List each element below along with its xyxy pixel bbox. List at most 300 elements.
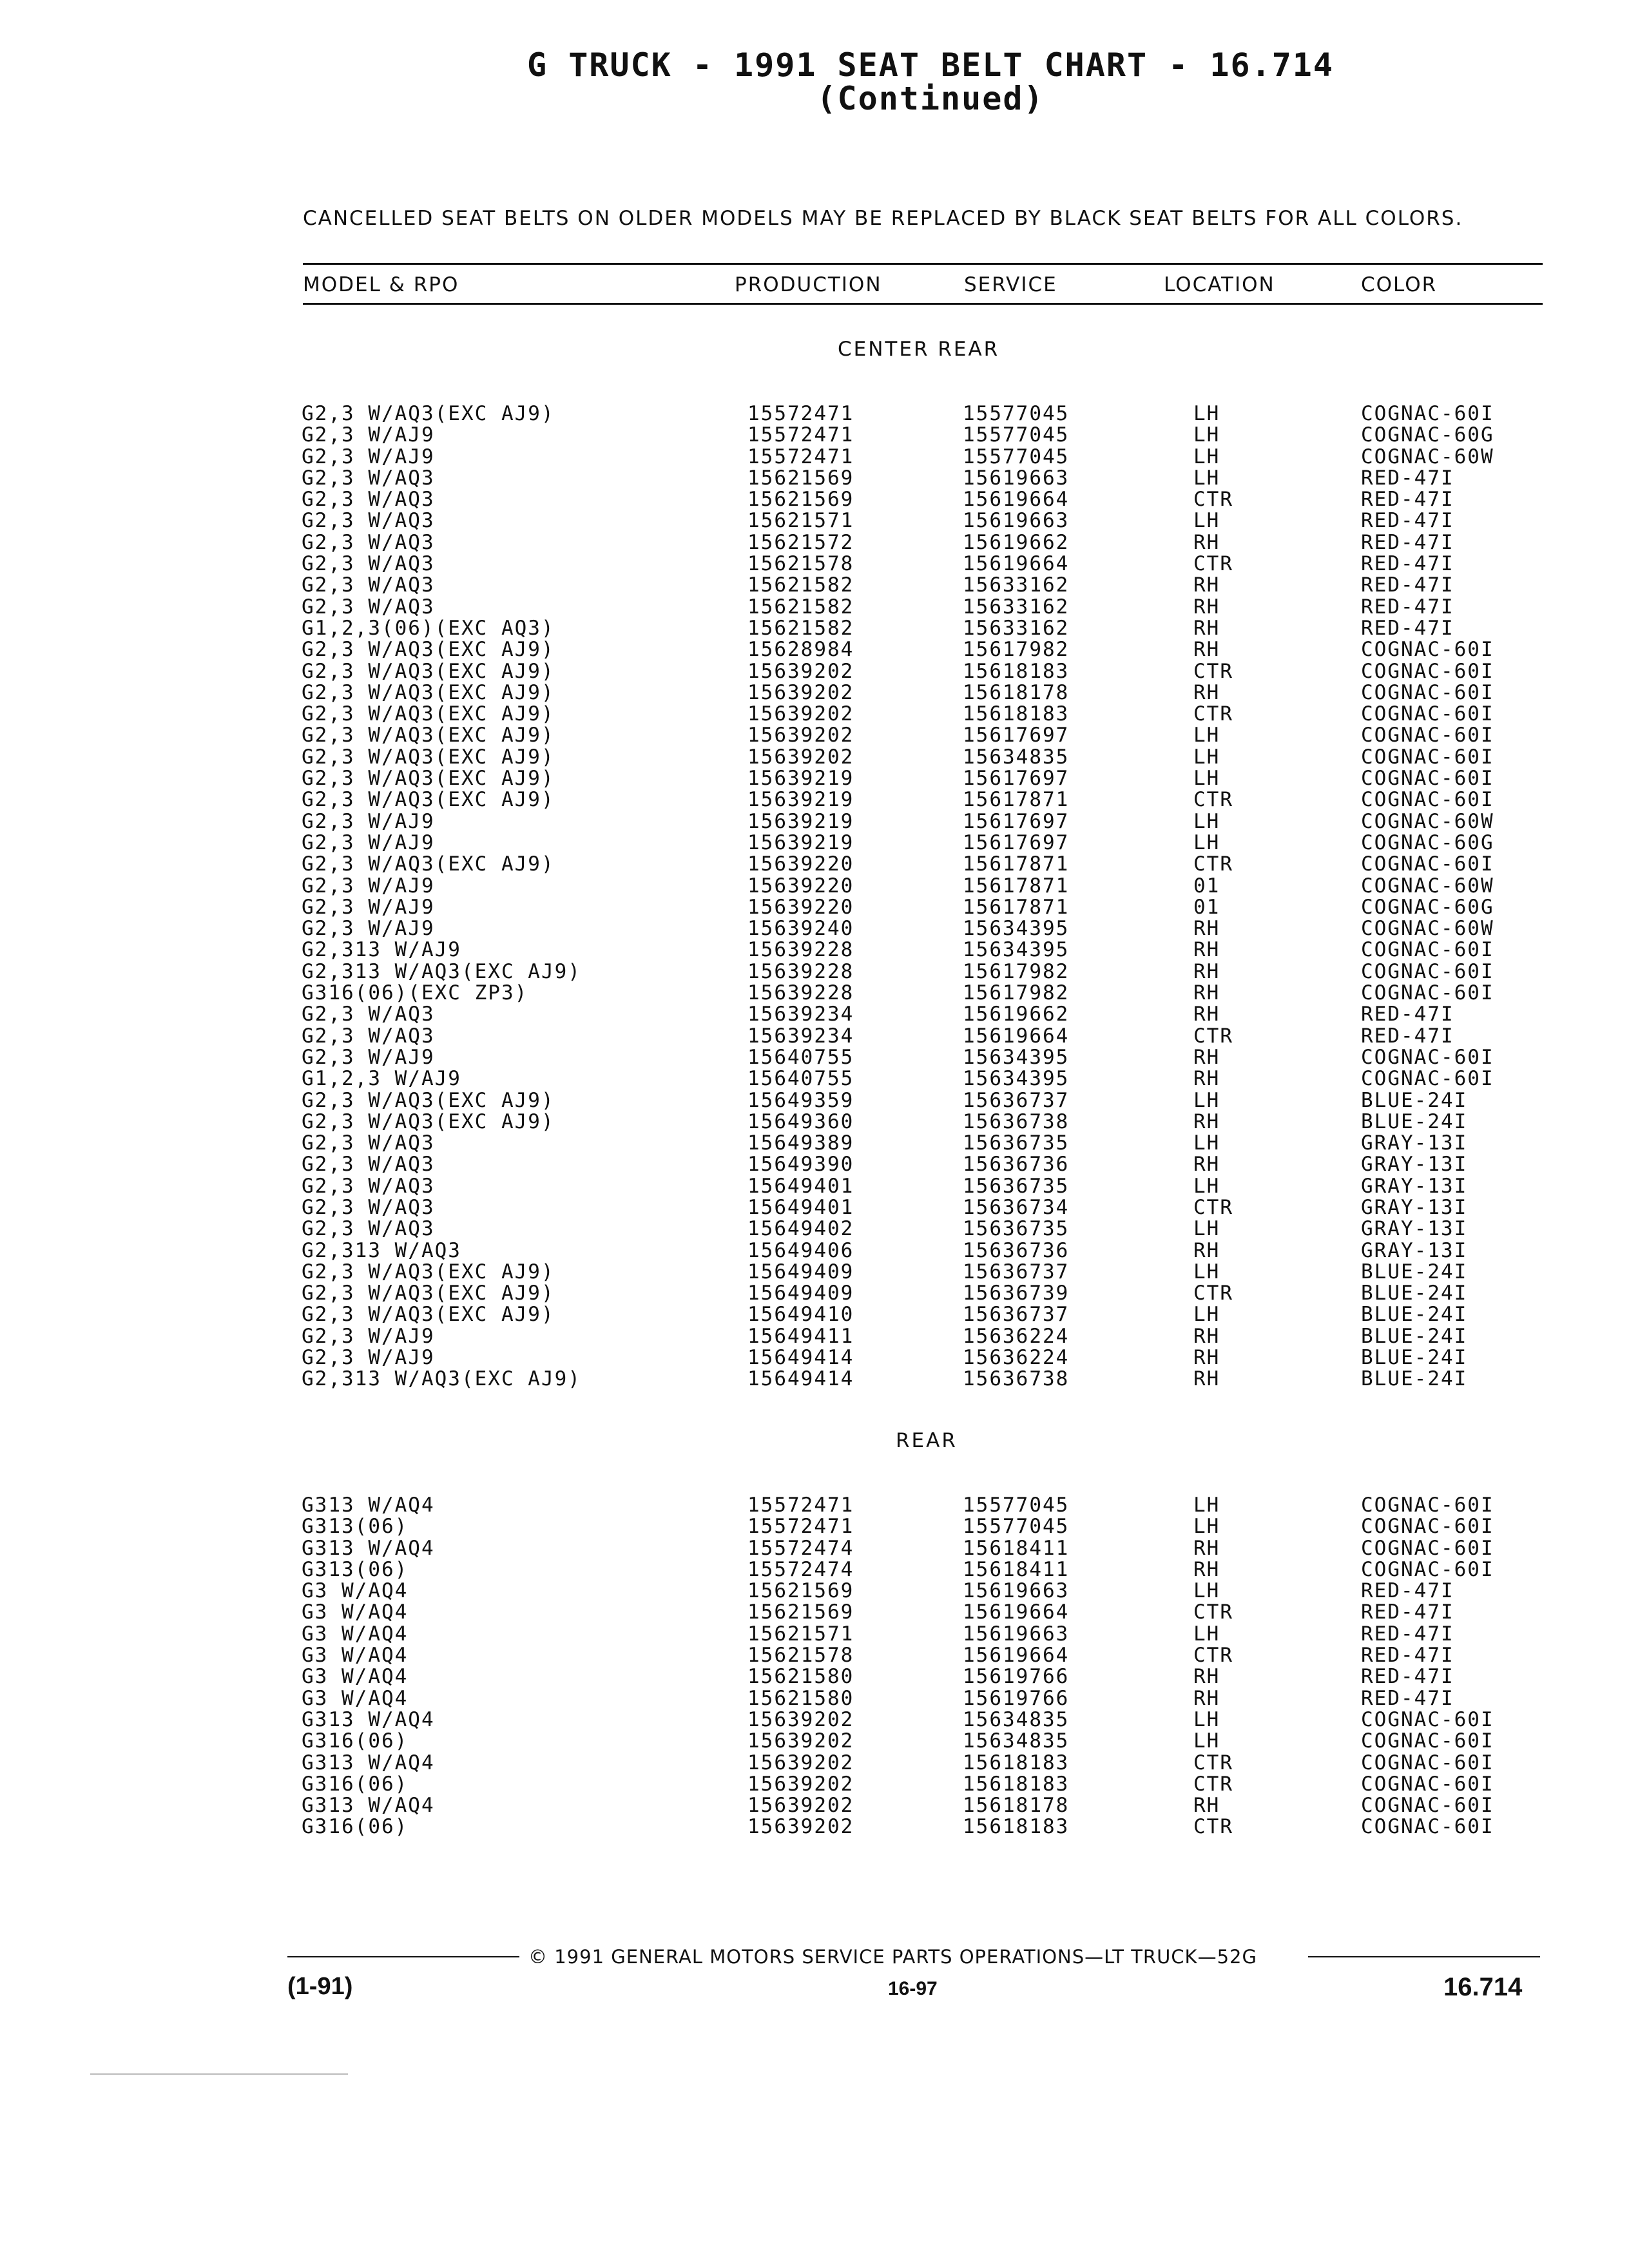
- table-row: [0, 1816, 1629, 1838]
- cell-location: RH: [1193, 680, 1220, 704]
- table-row: [0, 403, 1629, 425]
- cell-service: 15634835: [963, 745, 1070, 769]
- cell-production: 15639202: [747, 1707, 854, 1731]
- table-row: [0, 597, 1629, 618]
- cell-color: COGNAC-60I: [1361, 659, 1494, 683]
- cell-production: 15649409: [747, 1260, 854, 1283]
- table-row: [0, 553, 1629, 575]
- cell-model: G2,3 W/AQ3(EXC AJ9): [302, 680, 555, 704]
- cell-service: 15619662: [963, 1003, 1070, 1026]
- cell-model: G2,3 W/AQ3(EXC AJ9): [302, 1110, 555, 1133]
- cell-color: RED-47I: [1361, 1003, 1454, 1026]
- cell-location: CTR: [1193, 788, 1233, 812]
- cell-service: 15619662: [963, 530, 1070, 554]
- cell-production: 15649414: [747, 1346, 854, 1370]
- table-row: [0, 1068, 1629, 1090]
- cell-production: 15621580: [747, 1665, 854, 1689]
- cell-location: 01: [1193, 874, 1220, 898]
- footer-rule-right: [1308, 1956, 1540, 1957]
- table-row: [0, 1326, 1629, 1347]
- cell-model: G2,3 W/AQ3(EXC AJ9): [302, 659, 555, 683]
- page-title: G TRUCK - 1991 SEAT BELT CHART - 16.714: [527, 46, 1334, 84]
- header-location: LOCATION: [1164, 273, 1275, 296]
- cell-color: COGNAC-60I: [1361, 1045, 1494, 1069]
- cell-model: G313(06): [302, 1515, 409, 1539]
- table-row: [0, 1262, 1629, 1283]
- cell-model: G2,3 W/AQ3(EXC AJ9): [302, 1088, 555, 1112]
- cell-location: RH: [1193, 638, 1220, 662]
- cell-service: 15618183: [963, 1772, 1070, 1796]
- table-row: [0, 1753, 1629, 1774]
- cell-service: 15634835: [963, 1729, 1070, 1753]
- cell-color: COGNAC-60I: [1361, 1067, 1494, 1091]
- cell-production: 15621569: [747, 1600, 854, 1624]
- table-row: [0, 1516, 1629, 1537]
- cell-production: 15639202: [747, 1751, 854, 1774]
- cell-model: G2,3 W/AQ3: [302, 552, 435, 576]
- cell-model: G313(06): [302, 1557, 409, 1581]
- cell-location: RH: [1193, 1367, 1220, 1391]
- cell-service: 15619663: [963, 509, 1070, 533]
- cell-model: G2,3 W/AQ3: [302, 509, 435, 533]
- cell-location: RH: [1193, 530, 1220, 554]
- cell-location: LH: [1193, 445, 1220, 468]
- cell-production: 15649401: [747, 1174, 854, 1198]
- table-row: [0, 639, 1629, 660]
- cell-location: LH: [1193, 1131, 1220, 1155]
- table-row: [0, 983, 1629, 1004]
- cell-model: G2,3 W/AQ3(EXC AJ9): [302, 745, 555, 769]
- cell-service: 15636737: [963, 1303, 1070, 1327]
- table-row: [0, 1240, 1629, 1262]
- cell-color: COGNAC-60I: [1361, 1751, 1494, 1774]
- cell-color: RED-47I: [1361, 616, 1454, 640]
- cell-model: G2,3 W/AJ9: [302, 917, 435, 941]
- cell-service: 15617697: [963, 831, 1070, 854]
- cell-model: G313 W/AQ4: [302, 1494, 435, 1517]
- cell-location: RH: [1193, 959, 1220, 983]
- cell-service: 15619664: [963, 488, 1070, 512]
- cell-location: LH: [1193, 724, 1220, 747]
- cell-color: COGNAC-60W: [1361, 445, 1494, 468]
- table-row: [0, 1047, 1629, 1068]
- table-row: [0, 1559, 1629, 1581]
- cell-service: 15618178: [963, 1794, 1070, 1818]
- cell-model: G3 W/AQ4: [302, 1644, 409, 1667]
- table-row: [0, 1004, 1629, 1025]
- cell-service: 15618411: [963, 1557, 1070, 1581]
- cell-production: 15649389: [747, 1131, 854, 1155]
- cell-model: G2,3 W/AJ9: [302, 874, 435, 898]
- table-row: [0, 1026, 1629, 1047]
- table-row: [0, 876, 1629, 897]
- cell-model: G1,2,3 W/AJ9: [302, 1067, 461, 1091]
- cell-color: BLUE-24I: [1361, 1367, 1468, 1391]
- cell-color: GRAY-13I: [1361, 1217, 1468, 1241]
- cell-location: LH: [1193, 1729, 1220, 1753]
- cell-color: COGNAC-60I: [1361, 680, 1494, 704]
- cell-color: COGNAC-60I: [1361, 1536, 1494, 1560]
- cell-service: 15618183: [963, 1815, 1070, 1839]
- scan-mark: [90, 2073, 348, 2075]
- cell-production: 15572471: [747, 423, 854, 447]
- table-row: [0, 768, 1629, 789]
- cell-color: BLUE-24I: [1361, 1088, 1468, 1112]
- cell-service: 15617982: [963, 981, 1070, 1005]
- cell-production: 15621569: [747, 488, 854, 512]
- cell-color: COGNAC-60I: [1361, 1557, 1494, 1581]
- cell-color: COGNAC-60I: [1361, 1794, 1494, 1818]
- table-row: [0, 1709, 1629, 1731]
- cell-color: COGNAC-60I: [1361, 1729, 1494, 1753]
- cell-service: 15617982: [963, 959, 1070, 983]
- cell-color: GRAY-13I: [1361, 1238, 1468, 1262]
- table-row: [0, 1645, 1629, 1666]
- footer-copyright: © 1991 GENERAL MOTORS SERVICE PARTS OPERATIONS—LT TRUCK—52G: [528, 1946, 1257, 1968]
- cell-production: 15640755: [747, 1067, 854, 1091]
- cell-production: 15639202: [747, 659, 854, 683]
- cell-color: COGNAC-60I: [1361, 959, 1494, 983]
- table-row: [0, 961, 1629, 983]
- cell-color: RED-47I: [1361, 595, 1454, 619]
- cell-location: LH: [1193, 1217, 1220, 1241]
- cell-location: LH: [1193, 745, 1220, 769]
- cell-location: CTR: [1193, 1195, 1233, 1219]
- cell-model: G2,3 W/AQ3: [302, 1217, 435, 1241]
- cell-location: RH: [1193, 573, 1220, 597]
- footer-date-code: (1-91): [287, 1973, 353, 2000]
- table-row: [0, 1774, 1629, 1795]
- table-row: [0, 1218, 1629, 1240]
- cell-color: RED-47I: [1361, 1024, 1454, 1048]
- header-top-rule: [303, 263, 1543, 265]
- cell-location: LH: [1193, 767, 1220, 791]
- cell-location: RH: [1193, 1067, 1220, 1091]
- cell-location: LH: [1193, 1515, 1220, 1539]
- cell-color: GRAY-13I: [1361, 1195, 1468, 1219]
- cell-color: COGNAC-60I: [1361, 1515, 1494, 1539]
- cell-production: 15639202: [747, 1729, 854, 1753]
- cell-production: 15572474: [747, 1557, 854, 1581]
- cell-model: G2,3 W/AQ3: [302, 1174, 435, 1198]
- header-production: PRODUCTION: [735, 273, 882, 296]
- cell-model: G3 W/AQ4: [302, 1622, 409, 1646]
- cell-location: RH: [1193, 1153, 1220, 1177]
- cell-service: 15636735: [963, 1131, 1070, 1155]
- cell-production: 15639228: [747, 981, 854, 1005]
- cell-location: CTR: [1193, 852, 1233, 876]
- cell-model: G2,313 W/AQ3(EXC AJ9): [302, 1367, 581, 1391]
- cell-production: 15621578: [747, 1644, 854, 1667]
- cell-production: 15621571: [747, 1622, 854, 1646]
- table-row: [0, 811, 1629, 832]
- cell-location: LH: [1193, 809, 1220, 833]
- cell-model: G2,3 W/AQ3: [302, 573, 435, 597]
- cell-model: G313 W/AQ4: [302, 1707, 435, 1731]
- cell-color: COGNAC-60W: [1361, 809, 1494, 833]
- cell-model: G316(06): [302, 1815, 409, 1839]
- cell-model: G2,313 W/AQ3: [302, 1238, 461, 1262]
- cell-production: 15572474: [747, 1536, 854, 1560]
- cell-model: G2,3 W/AQ3(EXC AJ9): [302, 638, 555, 662]
- cell-location: LH: [1193, 831, 1220, 854]
- cell-production: 15649402: [747, 1217, 854, 1241]
- cell-service: 15636224: [963, 1324, 1070, 1348]
- cell-service: 15633162: [963, 616, 1070, 640]
- cell-service: 15577045: [963, 402, 1070, 425]
- cell-production: 15572471: [747, 402, 854, 425]
- cell-service: 15619663: [963, 1579, 1070, 1603]
- cell-production: 15639219: [747, 767, 854, 791]
- cell-location: LH: [1193, 1622, 1220, 1646]
- cell-service: 15619664: [963, 1600, 1070, 1624]
- cell-production: 15639220: [747, 874, 854, 898]
- cell-production: 15572471: [747, 445, 854, 468]
- cell-model: G2,3 W/AQ3(EXC AJ9): [302, 1303, 555, 1327]
- cell-model: G2,3 W/AQ3: [302, 1131, 435, 1155]
- cell-production: 15649410: [747, 1303, 854, 1327]
- cell-location: RH: [1193, 1665, 1220, 1689]
- cell-production: 15639240: [747, 917, 854, 941]
- table-row: [0, 1602, 1629, 1623]
- cell-location: LH: [1193, 423, 1220, 447]
- cell-service: 15577045: [963, 1494, 1070, 1517]
- cell-model: G313 W/AQ4: [302, 1536, 435, 1560]
- cell-production: 15621580: [747, 1686, 854, 1710]
- table-row: [0, 1624, 1629, 1645]
- cell-location: RH: [1193, 917, 1220, 941]
- cell-production: 15639220: [747, 895, 854, 919]
- cell-service: 15619663: [963, 466, 1070, 490]
- cell-service: 15618178: [963, 680, 1070, 704]
- cell-color: COGNAC-60I: [1361, 981, 1494, 1005]
- cell-service: 15636735: [963, 1174, 1070, 1198]
- table-row: [0, 468, 1629, 489]
- cell-service: 15634395: [963, 1045, 1070, 1069]
- cell-service: 15619664: [963, 552, 1070, 576]
- cell-model: G3 W/AQ4: [302, 1600, 409, 1624]
- cell-production: 15649360: [747, 1110, 854, 1133]
- table-row: [0, 1154, 1629, 1175]
- cell-production: 15639202: [747, 745, 854, 769]
- cell-model: G316(06): [302, 1772, 409, 1796]
- cell-model: G2,3 W/AQ3(EXC AJ9): [302, 724, 555, 747]
- cell-location: RH: [1193, 981, 1220, 1005]
- table-row: [0, 1304, 1629, 1325]
- cell-production: 15639202: [747, 680, 854, 704]
- cell-location: LH: [1193, 509, 1220, 533]
- table-row: [0, 704, 1629, 725]
- cell-production: 15639234: [747, 1024, 854, 1048]
- cell-production: 15572471: [747, 1515, 854, 1539]
- cell-location: RH: [1193, 1557, 1220, 1581]
- cell-service: 15618183: [963, 659, 1070, 683]
- cell-location: RH: [1193, 1324, 1220, 1348]
- cell-service: 15617697: [963, 724, 1070, 747]
- cell-color: COGNAC-60I: [1361, 638, 1494, 662]
- table-row: [0, 1688, 1629, 1709]
- cell-color: COGNAC-60I: [1361, 702, 1494, 726]
- table-row: [0, 918, 1629, 939]
- table-row: [0, 854, 1629, 875]
- cell-location: CTR: [1193, 1815, 1233, 1839]
- cell-service: 15636737: [963, 1088, 1070, 1112]
- header-service: SERVICE: [964, 273, 1057, 296]
- cell-model: G2,3 W/AQ3: [302, 1024, 435, 1048]
- cell-color: COGNAC-60I: [1361, 1815, 1494, 1839]
- table-row: [0, 789, 1629, 811]
- cell-location: CTR: [1193, 488, 1233, 512]
- cell-service: 15577045: [963, 1515, 1070, 1539]
- cell-production: 15621582: [747, 595, 854, 619]
- cell-production: 15621572: [747, 530, 854, 554]
- cell-color: COGNAC-60I: [1361, 1772, 1494, 1796]
- cell-service: 15634395: [963, 1067, 1070, 1091]
- cell-model: G2,3 W/AQ3: [302, 488, 435, 512]
- cell-color: RED-47I: [1361, 1644, 1454, 1667]
- table-row: [0, 1347, 1629, 1369]
- footer-section-number: 16.714: [1443, 1973, 1523, 2001]
- cell-location: CTR: [1193, 1600, 1233, 1624]
- cell-service: 15636739: [963, 1282, 1070, 1305]
- cell-model: G2,3 W/AQ3(EXC AJ9): [302, 402, 555, 425]
- cell-production: 15621569: [747, 1579, 854, 1603]
- section-title-rear: REAR: [896, 1429, 958, 1452]
- cell-color: COGNAC-60I: [1361, 852, 1494, 876]
- cell-production: 15621578: [747, 552, 854, 576]
- cell-color: GRAY-13I: [1361, 1174, 1468, 1198]
- cell-location: RH: [1193, 1045, 1220, 1069]
- cell-model: G2,3 W/AJ9: [302, 445, 435, 468]
- cell-production: 15639219: [747, 788, 854, 812]
- cell-model: G313 W/AQ4: [302, 1794, 435, 1818]
- cell-location: LH: [1193, 1494, 1220, 1517]
- cell-color: COGNAC-60W: [1361, 874, 1494, 898]
- cell-color: RED-47I: [1361, 466, 1454, 490]
- cell-color: COGNAC-60I: [1361, 788, 1494, 812]
- cell-production: 15649409: [747, 1282, 854, 1305]
- cell-location: RH: [1193, 1794, 1220, 1818]
- section-title-center-rear: CENTER REAR: [838, 338, 1000, 361]
- cell-service: 15577045: [963, 423, 1070, 447]
- cell-service: 15633162: [963, 595, 1070, 619]
- cell-service: 15619766: [963, 1665, 1070, 1689]
- cell-model: G2,3 W/AQ3(EXC AJ9): [302, 702, 555, 726]
- footer-page-number: 16-97: [888, 1978, 938, 1999]
- cell-model: G2,3 W/AJ9: [302, 1324, 435, 1348]
- cell-location: 01: [1193, 895, 1220, 919]
- cell-production: 15639202: [747, 702, 854, 726]
- cell-production: 15639228: [747, 938, 854, 962]
- cell-model: G2,3 W/AJ9: [302, 423, 435, 447]
- cell-color: RED-47I: [1361, 573, 1454, 597]
- page-subtitle: (Continued): [816, 80, 1045, 117]
- table-row: [0, 1133, 1629, 1154]
- cell-model: G2,313 W/AJ9: [302, 938, 461, 962]
- cell-model: G2,3 W/AJ9: [302, 831, 435, 854]
- cell-model: G2,3 W/AQ3(EXC AJ9): [302, 852, 555, 876]
- cell-model: G2,3 W/AJ9: [302, 895, 435, 919]
- cell-location: LH: [1193, 1260, 1220, 1283]
- cell-location: CTR: [1193, 1282, 1233, 1305]
- cell-color: COGNAC-60G: [1361, 423, 1494, 447]
- cell-model: G3 W/AQ4: [302, 1665, 409, 1689]
- cell-production: 15639202: [747, 1772, 854, 1796]
- cell-service: 15618183: [963, 702, 1070, 726]
- cell-production: 15649401: [747, 1195, 854, 1219]
- cell-service: 15617982: [963, 638, 1070, 662]
- cell-service: 15636734: [963, 1195, 1070, 1219]
- cell-color: COGNAC-60I: [1361, 745, 1494, 769]
- cell-location: LH: [1193, 1088, 1220, 1112]
- cell-location: CTR: [1193, 659, 1233, 683]
- table-row: [0, 1176, 1629, 1197]
- cell-location: RH: [1193, 1346, 1220, 1370]
- cell-production: 15639234: [747, 1003, 854, 1026]
- cell-production: 15649411: [747, 1324, 854, 1348]
- cell-color: RED-47I: [1361, 1686, 1454, 1710]
- cell-production: 15621582: [747, 573, 854, 597]
- cell-model: G2,3 W/AQ3: [302, 1153, 435, 1177]
- cell-color: COGNAC-60I: [1361, 1494, 1494, 1517]
- cell-location: CTR: [1193, 702, 1233, 726]
- cell-location: RH: [1193, 1536, 1220, 1560]
- cell-production: 15621569: [747, 466, 854, 490]
- cell-location: RH: [1193, 616, 1220, 640]
- cell-color: BLUE-24I: [1361, 1260, 1468, 1283]
- cell-service: 15577045: [963, 445, 1070, 468]
- cell-model: G2,3 W/AQ3: [302, 595, 435, 619]
- table-row: [0, 1369, 1629, 1390]
- table-row: [0, 939, 1629, 961]
- cell-service: 15619664: [963, 1024, 1070, 1048]
- cell-location: LH: [1193, 1303, 1220, 1327]
- cell-color: COGNAC-60W: [1361, 917, 1494, 941]
- cell-model: G3 W/AQ4: [302, 1686, 409, 1710]
- cell-color: GRAY-13I: [1361, 1131, 1468, 1155]
- table-row: [0, 575, 1629, 596]
- table-row: [0, 1731, 1629, 1752]
- cell-location: CTR: [1193, 1024, 1233, 1048]
- table-row: [0, 489, 1629, 510]
- cell-service: 15619766: [963, 1686, 1070, 1710]
- cell-color: COGNAC-60I: [1361, 938, 1494, 962]
- cell-color: RED-47I: [1361, 552, 1454, 576]
- table-row: [0, 1795, 1629, 1816]
- cell-production: 15649406: [747, 1238, 854, 1262]
- cell-location: RH: [1193, 1686, 1220, 1710]
- table-row: [0, 1111, 1629, 1133]
- table-row: [0, 1666, 1629, 1687]
- cell-model: G2,3 W/AQ3: [302, 1195, 435, 1219]
- cell-location: LH: [1193, 1707, 1220, 1731]
- table-row: [0, 1538, 1629, 1559]
- cell-model: G316(06): [302, 1729, 409, 1753]
- table-row: [0, 1581, 1629, 1602]
- table-row: [0, 510, 1629, 532]
- cell-location: CTR: [1193, 1751, 1233, 1774]
- header-bottom-rule: [303, 303, 1543, 305]
- table-row: [0, 1495, 1629, 1516]
- cell-location: RH: [1193, 1110, 1220, 1133]
- cell-service: 15636735: [963, 1217, 1070, 1241]
- cell-location: RH: [1193, 1003, 1220, 1026]
- cell-service: 15634835: [963, 1707, 1070, 1731]
- table-row: [0, 832, 1629, 854]
- cell-color: BLUE-24I: [1361, 1303, 1468, 1327]
- cell-production: 15639219: [747, 809, 854, 833]
- cell-service: 15619663: [963, 1622, 1070, 1646]
